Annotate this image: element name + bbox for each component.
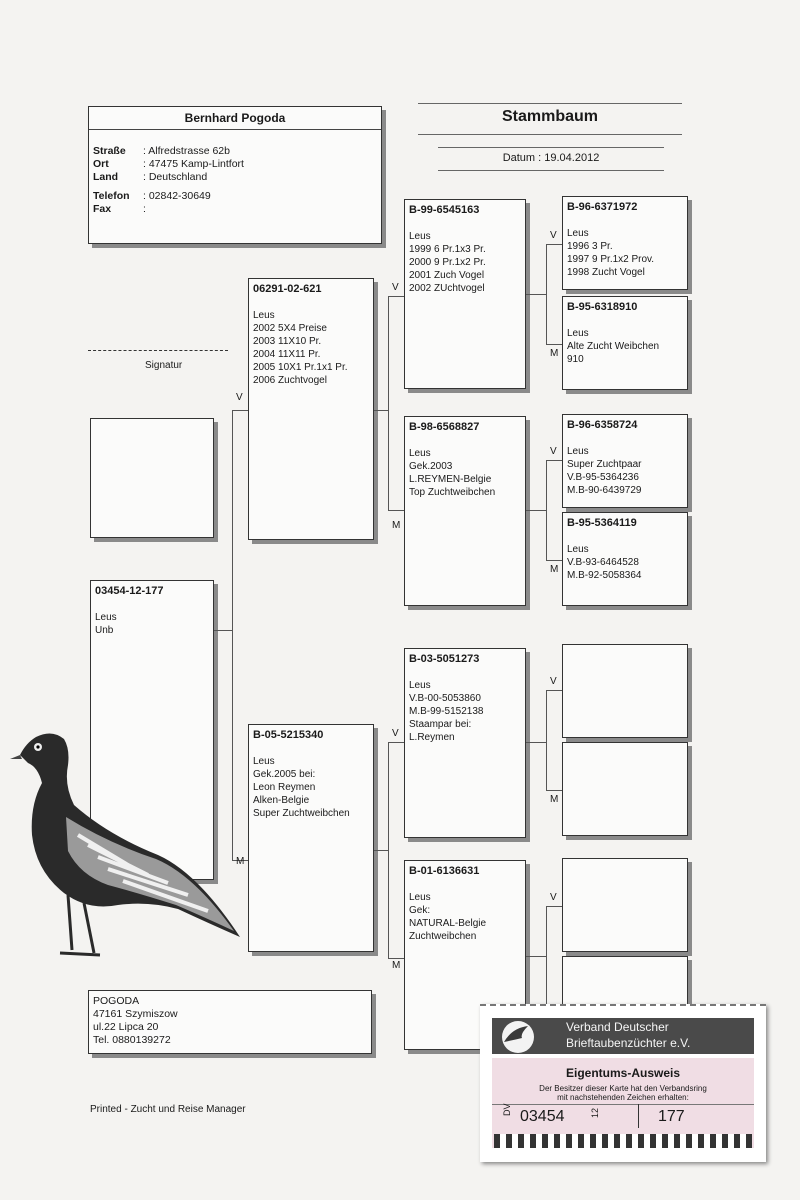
card-suffix: 177 — [658, 1108, 685, 1125]
great-grandparent-box-5 — [562, 644, 688, 738]
card-org-line2: Brieftaubenzüchter e.V. — [566, 1036, 691, 1050]
page-title: Stammbaum — [501, 108, 599, 125]
grandparent-box-4: B-01-6136631 Leus Gek: NATURAL-Belgie Zuchtweibchen — [404, 860, 526, 1050]
card-year: 12 — [590, 1107, 600, 1118]
card-pattern — [494, 1134, 752, 1148]
card-text2: mit nachstehenden Zeichen erhalten: — [557, 1093, 689, 1102]
photo-frame — [90, 418, 214, 538]
subject-ring: 03454-12-177 — [95, 585, 164, 597]
great-grandparent-box-1: B-96-6371972 Leus 1996 3 Pr. 1997 9 Pr.1x2 Prov. 1998 Zucht Vogel — [562, 196, 688, 290]
dove-logo — [498, 1020, 538, 1054]
footer-text: Printed - Zucht und Reise Manager — [90, 1104, 246, 1115]
owner-row: Ort : 47475 Kamp-Lintfort — [93, 158, 244, 170]
great-grandparent-box-6 — [562, 742, 688, 836]
owner-row: Fax : — [93, 203, 146, 215]
pigeon-illustration — [8, 725, 248, 975]
dam-ring: B-05-5215340 — [253, 729, 324, 741]
card-org-line1: Verband Deutscher — [566, 1020, 669, 1034]
grandparent-box-2: B-98-6568827 Leus Gek.2003 L.REYMEN-Belgie Top Zuchtweibchen — [404, 416, 526, 606]
owner-details — [93, 145, 244, 216]
owner-row: Telefon : 02842-30649 — [93, 190, 211, 202]
great-grandparent-box-4: B-95-5364119 Leus V.B-93-6464528 M.B-92-5058364 — [562, 512, 688, 606]
great-grandparent-box-2: B-95-6318910 Leus Alte Zucht Weibchen 910 — [562, 296, 688, 390]
owner-row: Land : Deutschland — [93, 171, 208, 183]
owner-name: Bernhard Pogoda — [184, 111, 286, 125]
card-prefix: DV — [502, 1103, 512, 1116]
sire-details: Leus 2002 5X4 Preise 2003 11X10 Pr. 2004 11X11 Pr. 2005 10X1 Pr.1x1 Pr. 2006 Zuchtvogel — [253, 310, 348, 386]
grandparent-box-3: B-03-5051273 Leus V.B-00-5053860 M.B-99-5152138 Staampar bei: L.Reymen — [404, 648, 526, 838]
signature-label: Signatur — [145, 360, 183, 371]
card-number: 03454 — [520, 1108, 565, 1125]
owner-box — [88, 106, 382, 244]
dam-details: Leus Gek.2005 bei: Leon Reymen Alken-Belgie Super Zuchtweibchen — [253, 756, 350, 819]
date-label: Datum : 19.04.2012 — [502, 152, 600, 164]
ownership-card — [480, 1004, 766, 1162]
signature-line — [88, 350, 228, 351]
sire-ring: 06291-02-621 — [253, 283, 322, 295]
great-grandparent-box-3: B-96-6358724 Leus Super Zuchtpaar V.B-95-5364236 M.B-90-6439729 — [562, 414, 688, 508]
card-text1: Der Besitzer dieser Karte hat den Verbandsring — [539, 1084, 707, 1093]
card-title: Eigentums-Ausweis — [565, 1066, 681, 1080]
sire-box — [248, 278, 374, 540]
owner-row: Straße : Alfredstrasse 62b — [93, 145, 230, 157]
grandparent-box-1: B-99-6545163 Leus 1999 6 Pr.1x3 Pr. 2000 9 Pr.1x2 Pr. 2001 Zuch Vogel 2002 ZUchtvogel — [404, 199, 526, 389]
great-grandparent-box-7 — [562, 858, 688, 952]
dam-box — [248, 724, 374, 952]
breeder-box: POGODA 47161 Szymiszow ul.22 Lipca 20 Tel. 0880139272 — [88, 990, 372, 1054]
subject-details: Leus Unb — [95, 612, 117, 636]
